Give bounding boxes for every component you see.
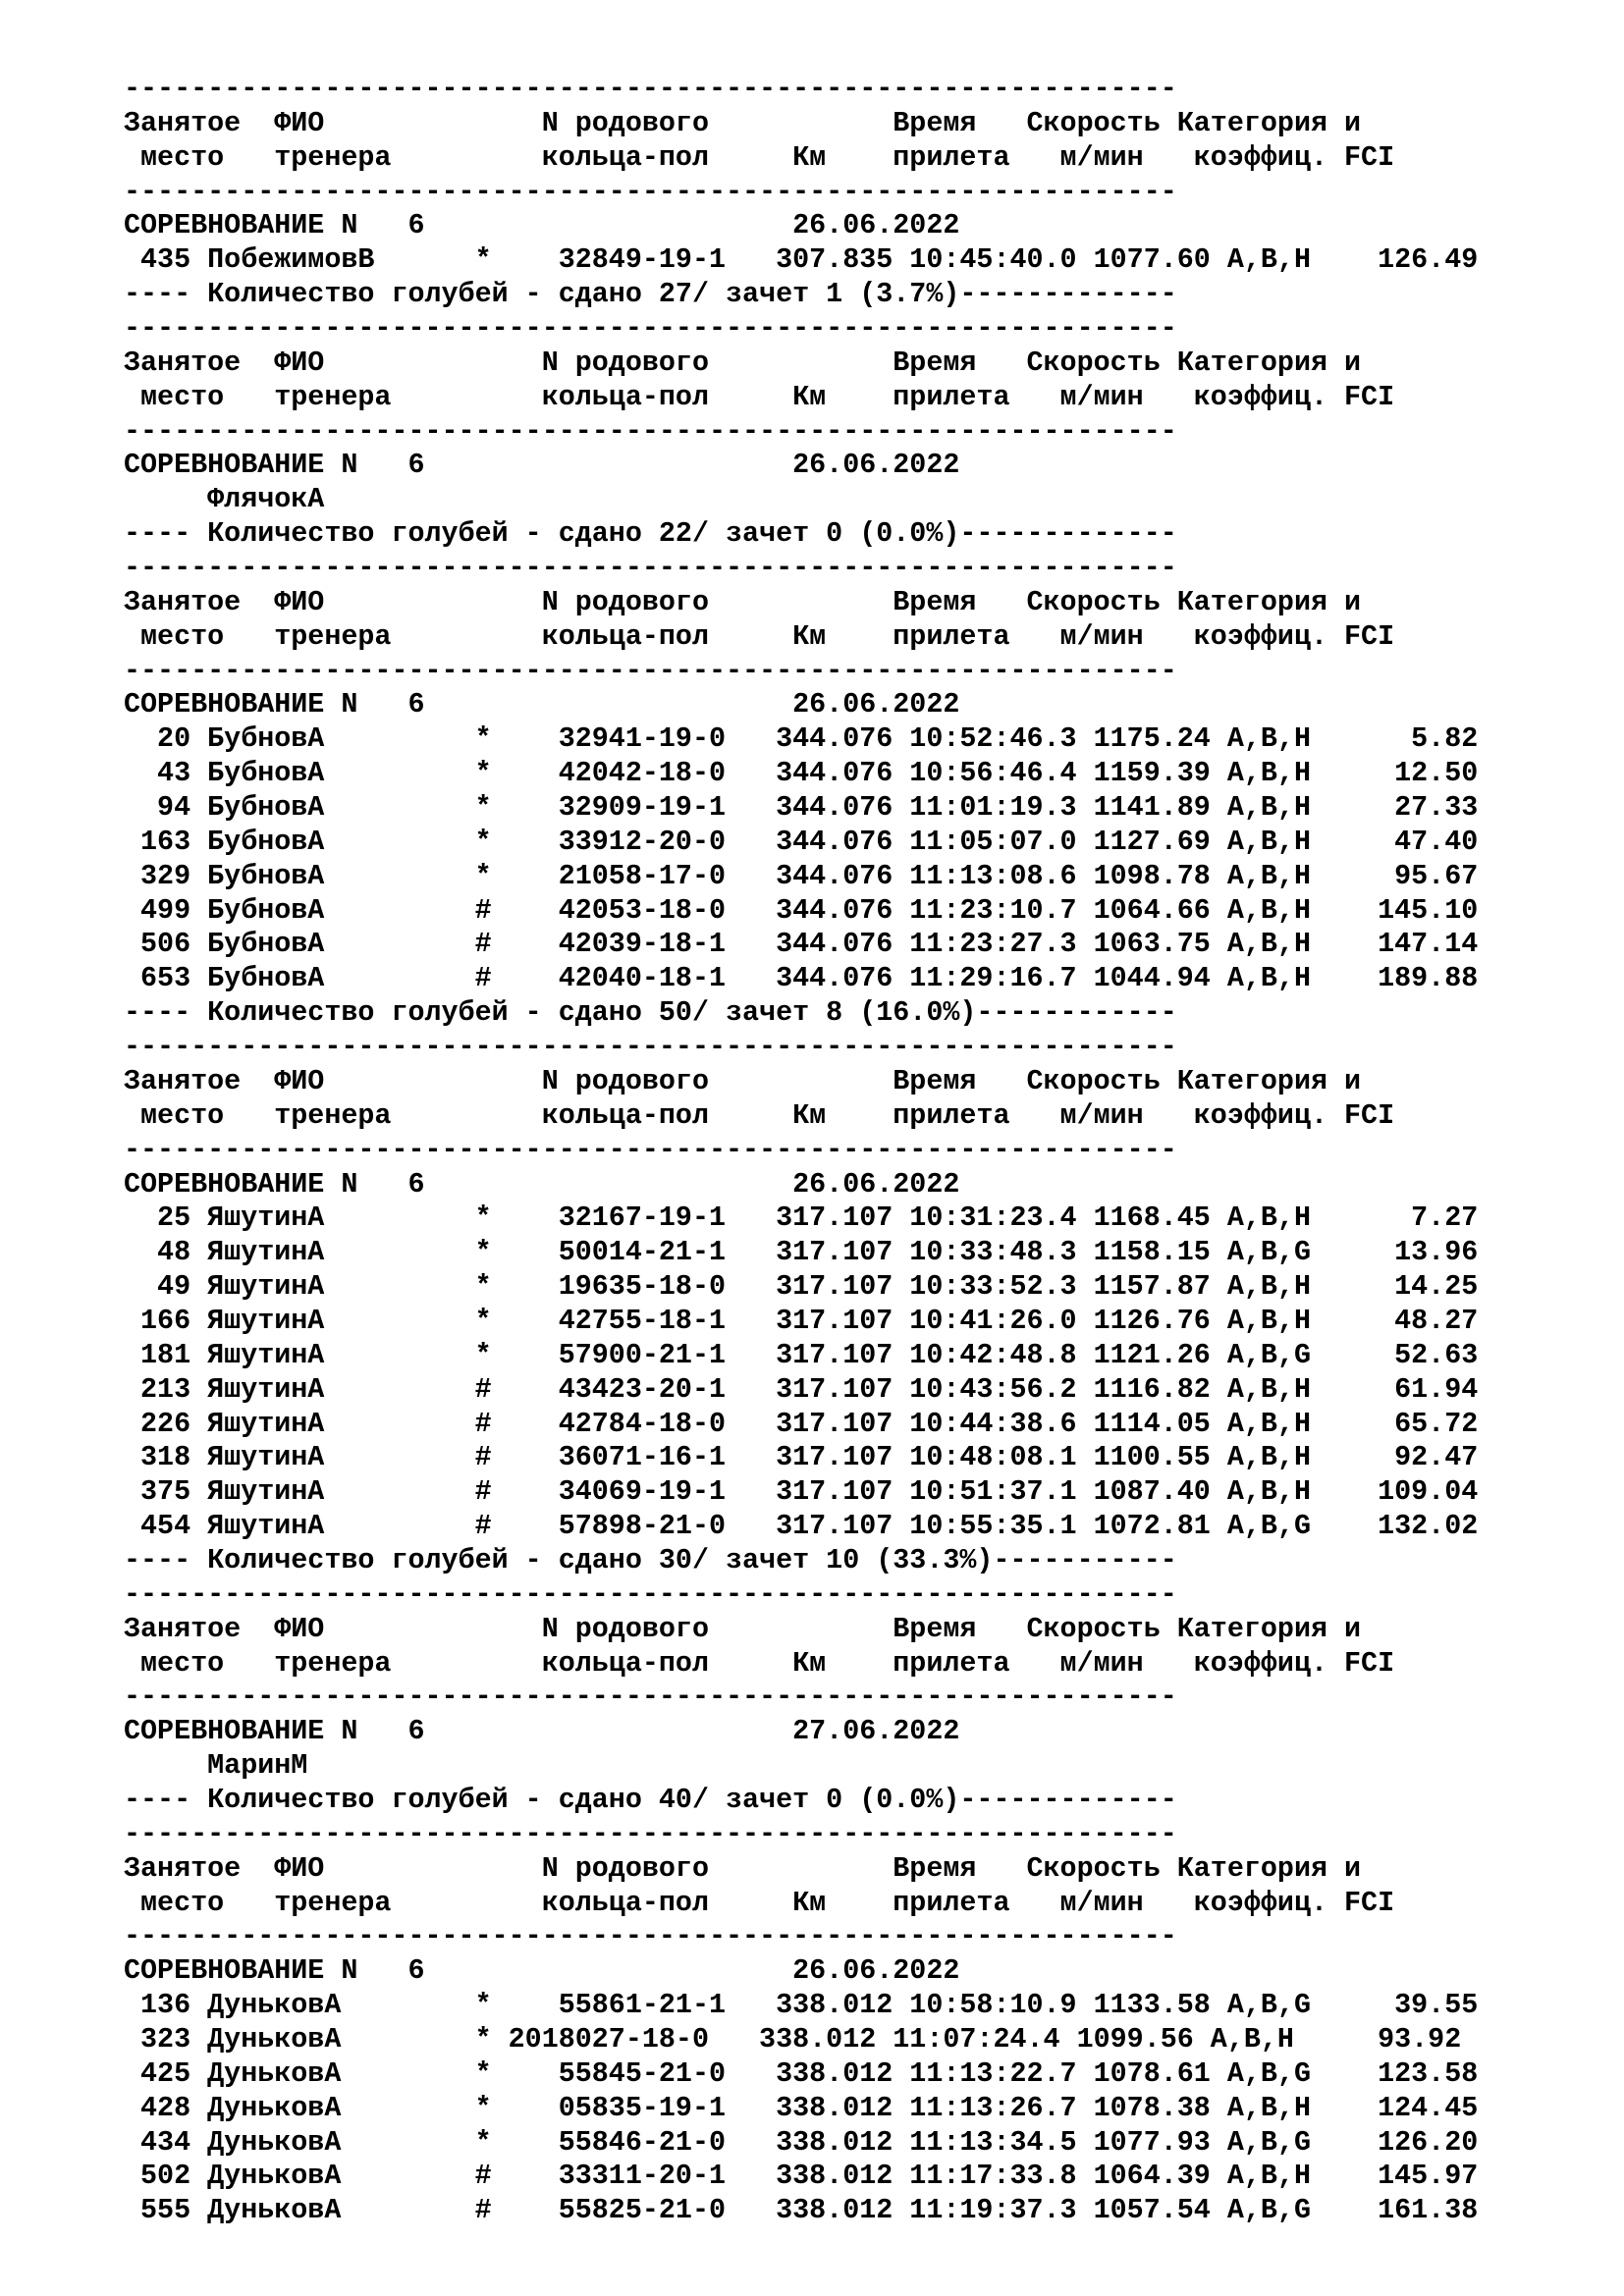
summary-line: ---- Количество голубей - сдано 27/ зачет 1 (3.7%)-------------	[124, 278, 1177, 311]
rule-line: ---------------------------------------------------------------	[124, 73, 1177, 105]
column-header-line: Занятое ФИО N родового Время Скорость Категория и	[124, 346, 1362, 379]
result-row: 181 ЯшутинА * 57900-21-1 317.107 10:42:48.8 1121.26 A,B,G 52.63	[124, 1338, 1479, 1371]
result-row: 502 ДуньковА # 33311-20-1 338.012 11:17:33.8 1064.39 A,B,H 145.97	[124, 2160, 1479, 2193]
trainer-line: МаринМ	[124, 1749, 308, 1783]
rule-line: ---------------------------------------------------------------	[124, 654, 1177, 687]
result-row: 94 БубновА * 32909-19-1 344.076 11:01:19.3 1141.89 A,B,H 27.33	[124, 791, 1479, 825]
result-row: 434 ДуньковА * 55846-21-0 338.012 11:13:34.5 1077.93 A,B,G 126.20	[124, 2125, 1479, 2159]
column-header-line: место тренера кольца-пол Км прилета м/мин коэффиц. FCI	[124, 619, 1395, 653]
column-header-line: место тренера кольца-пол Км прилета м/мин коэффиц. FCI	[124, 1886, 1395, 1919]
rule-line: ---------------------------------------------------------------	[124, 414, 1177, 448]
result-row: 48 ЯшутинА * 50014-21-1 317.107 10:33:48.3 1158.15 A,B,G 13.96	[124, 1236, 1479, 1269]
column-header-line: Занятое ФИО N родового Время Скорость Категория и	[124, 1851, 1362, 1885]
summary-line: ---- Количество голубей - сдано 40/ зачет 0 (0.0%)-------------	[124, 1783, 1177, 1816]
competition-line: СОРЕВНОВАНИЕ N 6 26.06.2022	[124, 449, 960, 482]
results-printout	[124, 73, 1478, 2228]
column-header-line: место тренера кольца-пол Км прилета м/мин коэффиц. FCI	[124, 1646, 1395, 1680]
column-header-line: место тренера кольца-пол Км прилета м/мин коэффиц. FCI	[124, 140, 1395, 174]
result-row: 428 ДуньковА * 05835-19-1 338.012 11:13:26.7 1078.38 A,B,H 124.45	[124, 2091, 1479, 2124]
result-row: 25 ЯшутинА * 32167-19-1 317.107 10:31:23.4 1168.45 A,B,H 7.27	[124, 1201, 1479, 1235]
result-row: 136 ДуньковА * 55861-21-1 338.012 10:58:10.9 1133.58 A,B,G 39.55	[124, 1989, 1479, 2022]
rule-line: ---------------------------------------------------------------	[124, 1920, 1177, 1953]
result-row: 20 БубновА * 32941-19-0 344.076 10:52:46.3 1175.24 A,B,H 5.82	[124, 722, 1479, 756]
rule-line: ---------------------------------------------------------------	[124, 1681, 1177, 1714]
competition-line: СОРЕВНОВАНИЕ N 6 26.06.2022	[124, 1167, 960, 1201]
result-row: 166 ЯшутинА * 42755-18-1 317.107 10:41:26.0 1126.76 A,B,H 48.27	[124, 1304, 1479, 1337]
rule-line: ---------------------------------------------------------------	[124, 312, 1177, 346]
rule-line: ---------------------------------------------------------------	[124, 552, 1177, 585]
result-row: 435 ПобежимовВ * 32849-19-1 307.835 10:45:40.0 1077.60 A,B,H 126.49	[124, 243, 1479, 277]
result-row: 425 ДуньковА * 55845-21-0 338.012 11:13:22.7 1078.61 A,B,G 123.58	[124, 2056, 1479, 2090]
column-header-line: Занятое ФИО N родового Время Скорость Категория и	[124, 1064, 1362, 1097]
result-row: 454 ЯшутинА # 57898-21-0 317.107 10:55:35.1 1072.81 A,B,G 132.02	[124, 1510, 1479, 1543]
result-row: 375 ЯшутинА # 34069-19-1 317.107 10:51:37.1 1087.40 A,B,H 109.04	[124, 1475, 1479, 1509]
competition-line: СОРЕВНОВАНИЕ N 6 26.06.2022	[124, 1954, 960, 1988]
column-header-line: место тренера кольца-пол Км прилета м/мин коэффиц. FCI	[124, 1098, 1395, 1132]
result-row: 318 ЯшутинА # 36071-16-1 317.107 10:48:08.1 1100.55 A,B,H 92.47	[124, 1441, 1479, 1474]
result-row: 163 БубновА * 33912-20-0 344.076 11:05:07.0 1127.69 A,B,H 47.40	[124, 825, 1479, 858]
competition-line: СОРЕВНОВАНИЕ N 6 26.06.2022	[124, 209, 960, 242]
column-header-line: Занятое ФИО N родового Время Скорость Категория и	[124, 106, 1362, 139]
result-row: 329 БубновА * 21058-17-0 344.076 11:13:08.6 1098.78 A,B,H 95.67	[124, 859, 1479, 892]
result-row: 213 ЯшутинА # 43423-20-1 317.107 10:43:56.2 1116.82 A,B,H 61.94	[124, 1372, 1479, 1406]
summary-line: ---- Количество голубей - сдано 30/ зачет 10 (33.3%)-----------	[124, 1543, 1177, 1576]
result-row: 49 ЯшутинА * 19635-18-0 317.107 10:33:52.3 1157.87 A,B,H 14.25	[124, 1270, 1479, 1304]
result-row: 555 ДуньковА # 55825-21-0 338.012 11:19:37.3 1057.54 A,B,G 161.38	[124, 2194, 1479, 2227]
result-row: 323 ДуньковА * 2018027-18-0 338.012 11:07:24.4 1099.56 A,B,H 93.92	[124, 2022, 1462, 2056]
trainer-line: ФлячокА	[124, 483, 325, 516]
competition-line: СОРЕВНОВАНИЕ N 6 27.06.2022	[124, 1715, 960, 1748]
result-row: 43 БубновА * 42042-18-0 344.076 10:56:46.4 1159.39 A,B,H 12.50	[124, 757, 1479, 790]
column-header-line: Занятое ФИО N родового Время Скорость Категория и	[124, 585, 1362, 618]
column-header-line: Занятое ФИО N родового Время Скорость Категория и	[124, 1612, 1362, 1645]
rule-line: ---------------------------------------------------------------	[124, 1817, 1177, 1850]
summary-line: ---- Количество голубей - сдано 22/ зачет 0 (0.0%)-------------	[124, 517, 1177, 551]
result-row: 226 ЯшутинА # 42784-18-0 317.107 10:44:38.6 1114.05 A,B,H 65.72	[124, 1407, 1479, 1440]
rule-line: ---------------------------------------------------------------	[124, 175, 1177, 208]
rule-line: ---------------------------------------------------------------	[124, 1133, 1177, 1166]
result-row: 499 БубновА # 42053-18-0 344.076 11:23:10.7 1064.66 A,B,H 145.10	[124, 893, 1479, 927]
result-row: 653 БубновА # 42040-18-1 344.076 11:29:16.7 1044.94 A,B,H 189.88	[124, 962, 1479, 995]
rule-line: ---------------------------------------------------------------	[124, 1031, 1177, 1064]
column-header-line: место тренера кольца-пол Км прилета м/мин коэффиц. FCI	[124, 380, 1395, 413]
summary-line: ---- Количество голубей - сдано 50/ зачет 8 (16.0%)------------	[124, 996, 1177, 1030]
competition-line: СОРЕВНОВАНИЕ N 6 26.06.2022	[124, 688, 960, 721]
result-row: 506 БубновА # 42039-18-1 344.076 11:23:27.3 1063.75 A,B,H 147.14	[124, 928, 1479, 961]
rule-line: ---------------------------------------------------------------	[124, 1577, 1177, 1611]
